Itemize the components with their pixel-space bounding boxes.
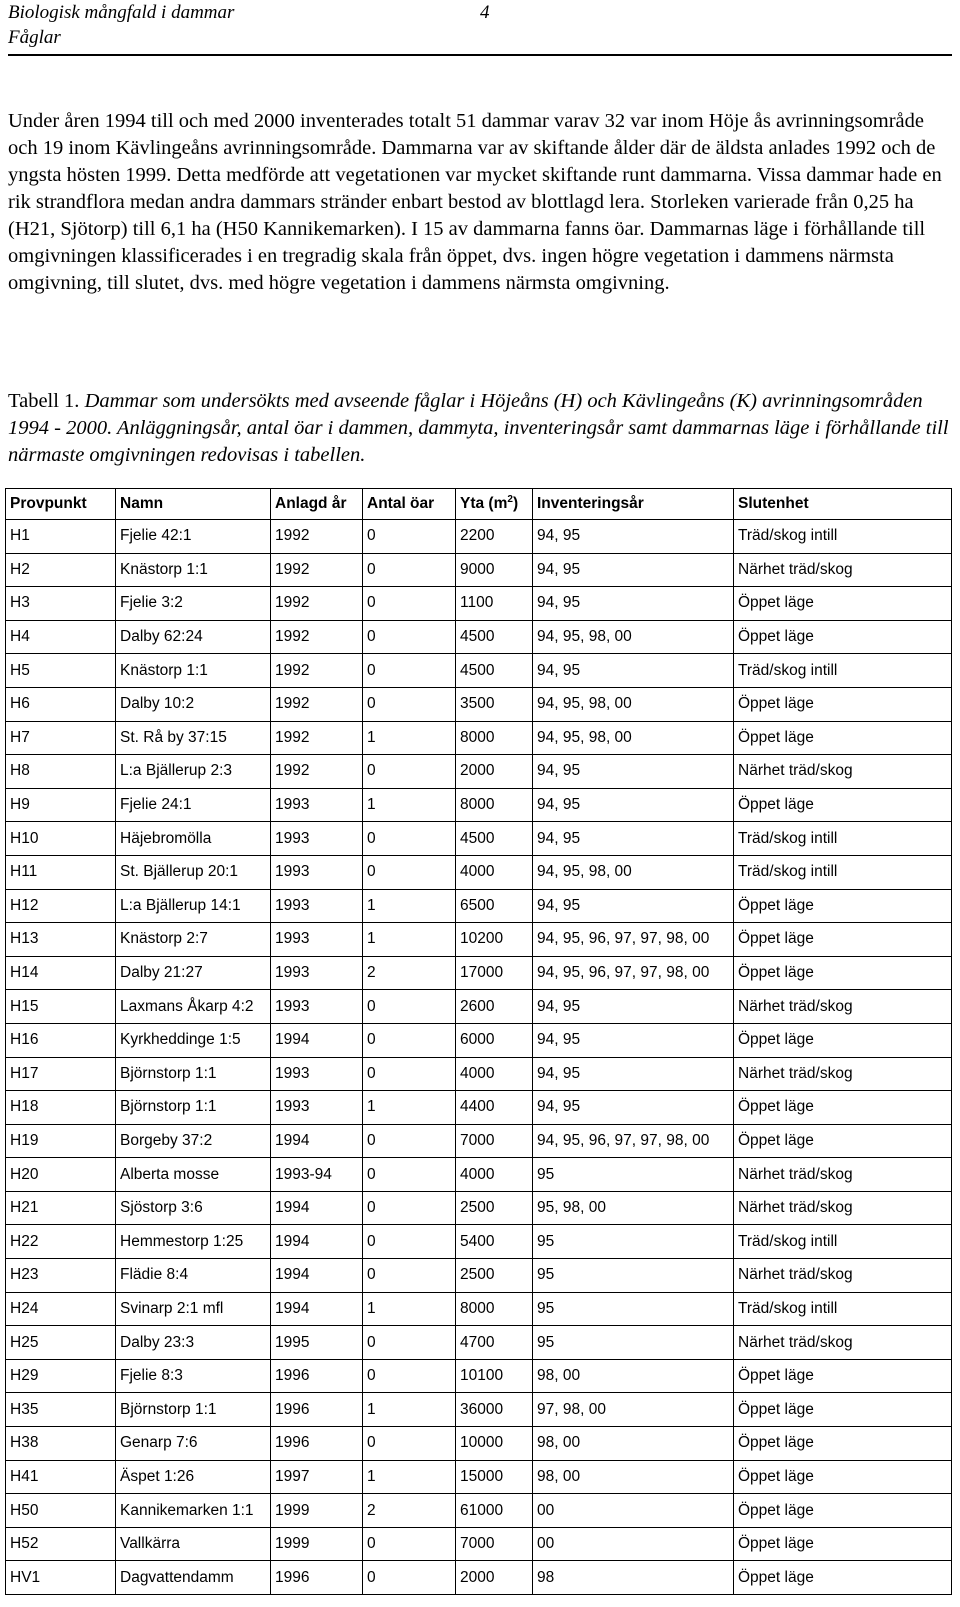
cell-namn: Borgeby 37:2 — [116, 1124, 271, 1158]
cell-anlagd: 1993 — [271, 1057, 363, 1091]
cell-inventering: 94, 95, 98, 00 — [533, 855, 734, 889]
column-header-anlagd: Anlagd år — [271, 489, 363, 520]
table-row — [6, 587, 952, 621]
page-number: 4 — [480, 2, 490, 23]
cell-inventering: 95, 98, 00 — [533, 1191, 734, 1225]
table-row — [6, 788, 952, 822]
table-row — [6, 1494, 952, 1528]
table-row — [6, 990, 952, 1024]
cell-slutenhet: Träd/skog intill — [734, 1292, 952, 1326]
cell-oar: 0 — [363, 755, 456, 789]
document-title: Biologisk mångfald i dammar — [8, 2, 235, 23]
cell-namn: Dalby 23:3 — [116, 1326, 271, 1360]
cell-inventering: 95 — [533, 1259, 734, 1293]
cell-provpunkt: H1 — [6, 520, 116, 554]
cell-yta: 36000 — [456, 1393, 533, 1427]
column-header-slutenhet: Slutenhet — [734, 489, 952, 520]
table-row — [6, 923, 952, 957]
cell-slutenhet: Öppet läge — [734, 620, 952, 654]
yta-superscript: 2 — [507, 493, 513, 505]
cell-yta: 10200 — [456, 923, 533, 957]
cell-inventering: 95 — [533, 1292, 734, 1326]
cell-namn: Dalby 62:24 — [116, 620, 271, 654]
cell-slutenhet: Närhet träd/skog — [734, 1158, 952, 1192]
cell-slutenhet: Öppet läge — [734, 1561, 952, 1595]
cell-anlagd: 1993 — [271, 889, 363, 923]
cell-anlagd: 1993-94 — [271, 1158, 363, 1192]
table-row — [6, 1259, 952, 1293]
cell-yta: 6500 — [456, 889, 533, 923]
cell-oar: 2 — [363, 1494, 456, 1528]
cell-inventering: 94, 95, 98, 00 — [533, 721, 734, 755]
table-row — [6, 687, 952, 721]
cell-yta: 9000 — [456, 553, 533, 587]
cell-namn: Häjebromölla — [116, 822, 271, 856]
cell-inventering: 94, 95, 96, 97, 97, 98, 00 — [533, 923, 734, 957]
cell-anlagd: 1992 — [271, 687, 363, 721]
cell-provpunkt: H13 — [6, 923, 116, 957]
table-row — [6, 956, 952, 990]
cell-inventering: 94, 95 — [533, 1091, 734, 1125]
table-row — [6, 1057, 952, 1091]
cell-oar: 0 — [363, 990, 456, 1024]
cell-oar: 1 — [363, 1460, 456, 1494]
cell-anlagd: 1992 — [271, 620, 363, 654]
cell-provpunkt: H12 — [6, 889, 116, 923]
table-row — [6, 1326, 952, 1360]
cell-inventering: 98 — [533, 1561, 734, 1595]
table-row — [6, 1393, 952, 1427]
column-header-namn: Namn — [116, 489, 271, 520]
cell-yta: 2000 — [456, 1561, 533, 1595]
table-row — [6, 1225, 952, 1259]
cell-slutenhet: Närhet träd/skog — [734, 990, 952, 1024]
column-header-yta — [456, 489, 533, 520]
cell-slutenhet: Öppet läge — [734, 1023, 952, 1057]
cell-inventering: 98, 00 — [533, 1460, 734, 1494]
cell-oar: 1 — [363, 889, 456, 923]
table-row — [6, 1023, 952, 1057]
cell-anlagd: 1992 — [271, 587, 363, 621]
cell-namn: Fjelie 42:1 — [116, 520, 271, 554]
table-row — [6, 721, 952, 755]
cell-namn: Björnstorp 1:1 — [116, 1057, 271, 1091]
cell-inventering: 94, 95 — [533, 788, 734, 822]
table-row — [6, 1292, 952, 1326]
cell-namn: Svinarp 2:1 mfl — [116, 1292, 271, 1326]
cell-inventering: 98, 00 — [533, 1427, 734, 1461]
cell-provpunkt: H20 — [6, 1158, 116, 1192]
cell-slutenhet: Närhet träd/skog — [734, 1259, 952, 1293]
cell-slutenhet: Närhet träd/skog — [734, 1191, 952, 1225]
cell-namn: Kyrkheddinge 1:5 — [116, 1023, 271, 1057]
cell-yta: 8000 — [456, 788, 533, 822]
cell-slutenhet: Öppet läge — [734, 1124, 952, 1158]
cell-inventering: 94, 95, 96, 97, 97, 98, 00 — [533, 956, 734, 990]
table-row — [6, 1091, 952, 1125]
cell-inventering: 94, 95 — [533, 654, 734, 688]
cell-anlagd: 1993 — [271, 1091, 363, 1125]
table-row — [6, 553, 952, 587]
cell-namn: Flädie 8:4 — [116, 1259, 271, 1293]
cell-oar: 0 — [363, 654, 456, 688]
cell-namn: Vallkärra — [116, 1527, 271, 1561]
cell-namn: Fjelie 24:1 — [116, 788, 271, 822]
cell-inventering: 94, 95 — [533, 1023, 734, 1057]
cell-oar: 0 — [363, 553, 456, 587]
column-header-provpunkt: Provpunkt — [6, 489, 116, 520]
cell-namn: St. Rå by 37:15 — [116, 721, 271, 755]
cell-provpunkt: H22 — [6, 1225, 116, 1259]
cell-yta: 2200 — [456, 520, 533, 554]
cell-namn: Björnstorp 1:1 — [116, 1091, 271, 1125]
cell-provpunkt: H21 — [6, 1191, 116, 1225]
cell-slutenhet: Träd/skog intill — [734, 654, 952, 688]
cell-anlagd: 1995 — [271, 1326, 363, 1360]
cell-inventering: 00 — [533, 1494, 734, 1528]
cell-slutenhet: Träd/skog intill — [734, 822, 952, 856]
cell-anlagd: 1992 — [271, 520, 363, 554]
cell-inventering: 94, 95 — [533, 990, 734, 1024]
cell-slutenhet: Öppet läge — [734, 1494, 952, 1528]
table-body — [6, 520, 952, 1595]
cell-slutenhet: Öppet läge — [734, 1527, 952, 1561]
cell-slutenhet: Träd/skog intill — [734, 520, 952, 554]
cell-namn: Sjöstorp 3:6 — [116, 1191, 271, 1225]
cell-inventering: 94, 95 — [533, 520, 734, 554]
cell-anlagd: 1994 — [271, 1191, 363, 1225]
table-row — [6, 1359, 952, 1393]
cell-yta: 4000 — [456, 855, 533, 889]
table-row — [6, 855, 952, 889]
cell-slutenhet: Öppet läge — [734, 1091, 952, 1125]
cell-yta: 2500 — [456, 1191, 533, 1225]
cell-yta: 7000 — [456, 1527, 533, 1561]
cell-oar: 0 — [363, 1359, 456, 1393]
cell-inventering: 94, 95 — [533, 755, 734, 789]
cell-slutenhet: Öppet läge — [734, 1427, 952, 1461]
cell-inventering: 98, 00 — [533, 1359, 734, 1393]
cell-namn: Äspet 1:26 — [116, 1460, 271, 1494]
table-row — [6, 1561, 952, 1595]
cell-provpunkt: H6 — [6, 687, 116, 721]
cell-slutenhet: Öppet läge — [734, 956, 952, 990]
cell-slutenhet: Närhet träd/skog — [734, 553, 952, 587]
cell-inventering: 95 — [533, 1158, 734, 1192]
cell-provpunkt: H17 — [6, 1057, 116, 1091]
table-row — [6, 1158, 952, 1192]
cell-namn: Fjelie 8:3 — [116, 1359, 271, 1393]
cell-yta: 6000 — [456, 1023, 533, 1057]
cell-inventering: 94, 95 — [533, 553, 734, 587]
cell-yta: 4700 — [456, 1326, 533, 1360]
cell-provpunkt: H50 — [6, 1494, 116, 1528]
cell-oar: 0 — [363, 1158, 456, 1192]
cell-anlagd: 1994 — [271, 1259, 363, 1293]
cell-namn: St. Bjällerup 20:1 — [116, 855, 271, 889]
cell-slutenhet: Öppet läge — [734, 1359, 952, 1393]
cell-slutenhet: Öppet läge — [734, 923, 952, 957]
cell-anlagd: 1994 — [271, 1225, 363, 1259]
cell-anlagd: 1994 — [271, 1023, 363, 1057]
cell-anlagd: 1996 — [271, 1393, 363, 1427]
cell-namn: Genarp 7:6 — [116, 1427, 271, 1461]
cell-namn: Björnstorp 1:1 — [116, 1393, 271, 1427]
cell-provpunkt: H23 — [6, 1259, 116, 1293]
cell-yta: 10100 — [456, 1359, 533, 1393]
cell-inventering: 00 — [533, 1527, 734, 1561]
cell-slutenhet: Öppet läge — [734, 1393, 952, 1427]
cell-namn: Knästorp 1:1 — [116, 553, 271, 587]
section-title: Fåglar — [8, 27, 61, 48]
cell-slutenhet: Öppet läge — [734, 889, 952, 923]
cell-anlagd: 1999 — [271, 1494, 363, 1528]
cell-provpunkt: H35 — [6, 1393, 116, 1427]
table-row — [6, 620, 952, 654]
cell-provpunkt: H18 — [6, 1091, 116, 1125]
table-row — [6, 1427, 952, 1461]
cell-namn: Dalby 21:27 — [116, 956, 271, 990]
cell-namn: Laxmans Åkarp 4:2 — [116, 990, 271, 1024]
cell-slutenhet: Närhet träd/skog — [734, 1057, 952, 1091]
cell-oar: 0 — [363, 1326, 456, 1360]
cell-yta: 2500 — [456, 1259, 533, 1293]
cell-oar: 0 — [363, 520, 456, 554]
cell-yta: 4500 — [456, 822, 533, 856]
cell-yta: 4000 — [456, 1158, 533, 1192]
cell-anlagd: 1993 — [271, 822, 363, 856]
cell-anlagd: 1994 — [271, 1292, 363, 1326]
cell-yta: 8000 — [456, 1292, 533, 1326]
yta-label: Yta (m — [460, 495, 508, 512]
table-caption-label: Tabell 1. — [8, 390, 80, 412]
cell-oar: 0 — [363, 1427, 456, 1461]
table-row — [6, 520, 952, 554]
cell-slutenhet: Öppet läge — [734, 1460, 952, 1494]
cell-namn: Dagvattendamm — [116, 1561, 271, 1595]
table-row — [6, 1527, 952, 1561]
cell-provpunkt: H15 — [6, 990, 116, 1024]
cell-yta: 2600 — [456, 990, 533, 1024]
cell-provpunkt: H25 — [6, 1326, 116, 1360]
cell-namn: Knästorp 1:1 — [116, 654, 271, 688]
cell-anlagd: 1997 — [271, 1460, 363, 1494]
cell-anlagd: 1996 — [271, 1359, 363, 1393]
cell-anlagd: 1996 — [271, 1427, 363, 1461]
cell-oar: 0 — [363, 1527, 456, 1561]
cell-oar: 0 — [363, 1225, 456, 1259]
table-row — [6, 1460, 952, 1494]
cell-inventering: 95 — [533, 1326, 734, 1360]
cell-slutenhet: Närhet träd/skog — [734, 1326, 952, 1360]
cell-yta: 15000 — [456, 1460, 533, 1494]
cell-namn: Hemmestorp 1:25 — [116, 1225, 271, 1259]
cell-slutenhet: Öppet läge — [734, 687, 952, 721]
cell-inventering: 94, 95, 96, 97, 97, 98, 00 — [533, 1124, 734, 1158]
cell-oar: 0 — [363, 1057, 456, 1091]
cell-namn: Dalby 10:2 — [116, 687, 271, 721]
cell-oar: 0 — [363, 1259, 456, 1293]
cell-anlagd: 1999 — [271, 1527, 363, 1561]
table-row — [6, 1124, 952, 1158]
table-row — [6, 889, 952, 923]
cell-yta: 5400 — [456, 1225, 533, 1259]
table-caption-text: Dammar som undersökts med avseende fåglar i Höjeåns (H) och Kävlingeåns (K) avrinningsområden 1994 - 2000. Anläggningsår, antal öar i dammen, dammyta, inventeringsår samt dammarnas läge i förhållande till närmaste omgivningen redovisas i tabellen. — [8, 390, 949, 466]
cell-provpunkt: H41 — [6, 1460, 116, 1494]
cell-anlagd: 1993 — [271, 855, 363, 889]
cell-provpunkt: H24 — [6, 1292, 116, 1326]
cell-namn: L:a Bjällerup 14:1 — [116, 889, 271, 923]
cell-provpunkt: H19 — [6, 1124, 116, 1158]
cell-provpunkt: H4 — [6, 620, 116, 654]
cell-yta: 1100 — [456, 587, 533, 621]
cell-yta: 61000 — [456, 1494, 533, 1528]
cell-anlagd: 1993 — [271, 956, 363, 990]
cell-anlagd: 1993 — [271, 788, 363, 822]
cell-provpunkt: H29 — [6, 1359, 116, 1393]
cell-provpunkt: H2 — [6, 553, 116, 587]
page-header — [8, 0, 952, 56]
cell-anlagd: 1992 — [271, 755, 363, 789]
cell-oar: 0 — [363, 620, 456, 654]
cell-yta: 4000 — [456, 1057, 533, 1091]
cell-inventering: 94, 95, 98, 00 — [533, 620, 734, 654]
cell-oar: 0 — [363, 822, 456, 856]
cell-inventering: 94, 95 — [533, 587, 734, 621]
cell-provpunkt: H3 — [6, 587, 116, 621]
cell-yta: 4400 — [456, 1091, 533, 1125]
cell-yta: 3500 — [456, 687, 533, 721]
cell-anlagd: 1992 — [271, 553, 363, 587]
cell-namn: Alberta mosse — [116, 1158, 271, 1192]
cell-provpunkt: H10 — [6, 822, 116, 856]
cell-provpunkt: HV1 — [6, 1561, 116, 1595]
cell-provpunkt: H7 — [6, 721, 116, 755]
cell-provpunkt: H11 — [6, 855, 116, 889]
table-caption — [8, 388, 952, 469]
yta-close: ) — [512, 495, 519, 512]
cell-slutenhet: Närhet träd/skog — [734, 755, 952, 789]
cell-namn: Kannikemarken 1:1 — [116, 1494, 271, 1528]
cell-oar: 0 — [363, 1561, 456, 1595]
cell-slutenhet: Öppet läge — [734, 788, 952, 822]
cell-slutenhet: Träd/skog intill — [734, 1225, 952, 1259]
cell-oar: 0 — [363, 855, 456, 889]
cell-oar: 2 — [363, 956, 456, 990]
table-row — [6, 654, 952, 688]
cell-namn: L:a Bjällerup 2:3 — [116, 755, 271, 789]
cell-slutenhet: Träd/skog intill — [734, 855, 952, 889]
cell-inventering: 95 — [533, 1225, 734, 1259]
cell-namn: Fjelie 3:2 — [116, 587, 271, 621]
cell-oar: 0 — [363, 1124, 456, 1158]
cell-oar: 1 — [363, 1393, 456, 1427]
cell-inventering: 94, 95 — [533, 822, 734, 856]
cell-inventering: 94, 95 — [533, 1057, 734, 1091]
cell-provpunkt: H5 — [6, 654, 116, 688]
cell-yta: 2000 — [456, 755, 533, 789]
cell-slutenhet: Öppet läge — [734, 721, 952, 755]
cell-provpunkt: H52 — [6, 1527, 116, 1561]
cell-provpunkt: H9 — [6, 788, 116, 822]
table-header-row — [6, 489, 952, 520]
cell-provpunkt: H38 — [6, 1427, 116, 1461]
cell-oar: 0 — [363, 1023, 456, 1057]
column-header-oar: Antal öar — [363, 489, 456, 520]
cell-anlagd: 1993 — [271, 923, 363, 957]
cell-anlagd: 1994 — [271, 1124, 363, 1158]
cell-oar: 0 — [363, 587, 456, 621]
cell-yta: 17000 — [456, 956, 533, 990]
table-row — [6, 755, 952, 789]
cell-oar: 1 — [363, 1292, 456, 1326]
cell-anlagd: 1992 — [271, 721, 363, 755]
table-row — [6, 822, 952, 856]
table-row — [6, 1191, 952, 1225]
cell-inventering: 94, 95 — [533, 889, 734, 923]
cell-yta: 8000 — [456, 721, 533, 755]
cell-oar: 1 — [363, 788, 456, 822]
cell-oar: 1 — [363, 1091, 456, 1125]
cell-provpunkt: H14 — [6, 956, 116, 990]
cell-anlagd: 1993 — [271, 990, 363, 1024]
cell-namn: Knästorp 2:7 — [116, 923, 271, 957]
cell-oar: 1 — [363, 923, 456, 957]
cell-yta: 7000 — [456, 1124, 533, 1158]
column-header-inventering: Inventeringsår — [533, 489, 734, 520]
cell-oar: 0 — [363, 687, 456, 721]
cell-slutenhet: Öppet läge — [734, 587, 952, 621]
cell-anlagd: 1992 — [271, 654, 363, 688]
cell-inventering: 97, 98, 00 — [533, 1393, 734, 1427]
intro-paragraph: Under åren 1994 till och med 2000 inventerades totalt 51 dammar varav 32 var inom Höje ås avrinningsområde och 19 inom Kävlingeåns avrinningsområde. Dammarna var av skiftande ålder där de äldsta anlades 1992 och de yngsta hösten 1999. Detta medförde att vegetationen var mycket skiftande runt dammarna. Vissa dammar hade en rik strandflora medan andra dammars stränder enbart bestod av blottlagd lera. Storleken varierade från 0,25 ha (H21, Sjötorp) till 6,1 ha (H50 Kannikemarken). I 15 av dammarna fanns öar. Dammarnas läge i förhållande till omgivningen klassificerades i en tregradig skala från öppet, dvs. ingen högre vegetation i dammens närmsta omgivning, till slutet, dvs. med högre vegetation i dammens närmsta omgivning. — [8, 110, 942, 294]
cell-yta: 10000 — [456, 1427, 533, 1461]
cell-provpunkt: H16 — [6, 1023, 116, 1057]
cell-anlagd: 1996 — [271, 1561, 363, 1595]
cell-oar: 0 — [363, 1191, 456, 1225]
ponds-table — [5, 488, 952, 1595]
cell-provpunkt: H8 — [6, 755, 116, 789]
cell-yta: 4500 — [456, 654, 533, 688]
cell-yta: 4500 — [456, 620, 533, 654]
cell-inventering: 94, 95, 98, 00 — [533, 687, 734, 721]
cell-oar: 1 — [363, 721, 456, 755]
